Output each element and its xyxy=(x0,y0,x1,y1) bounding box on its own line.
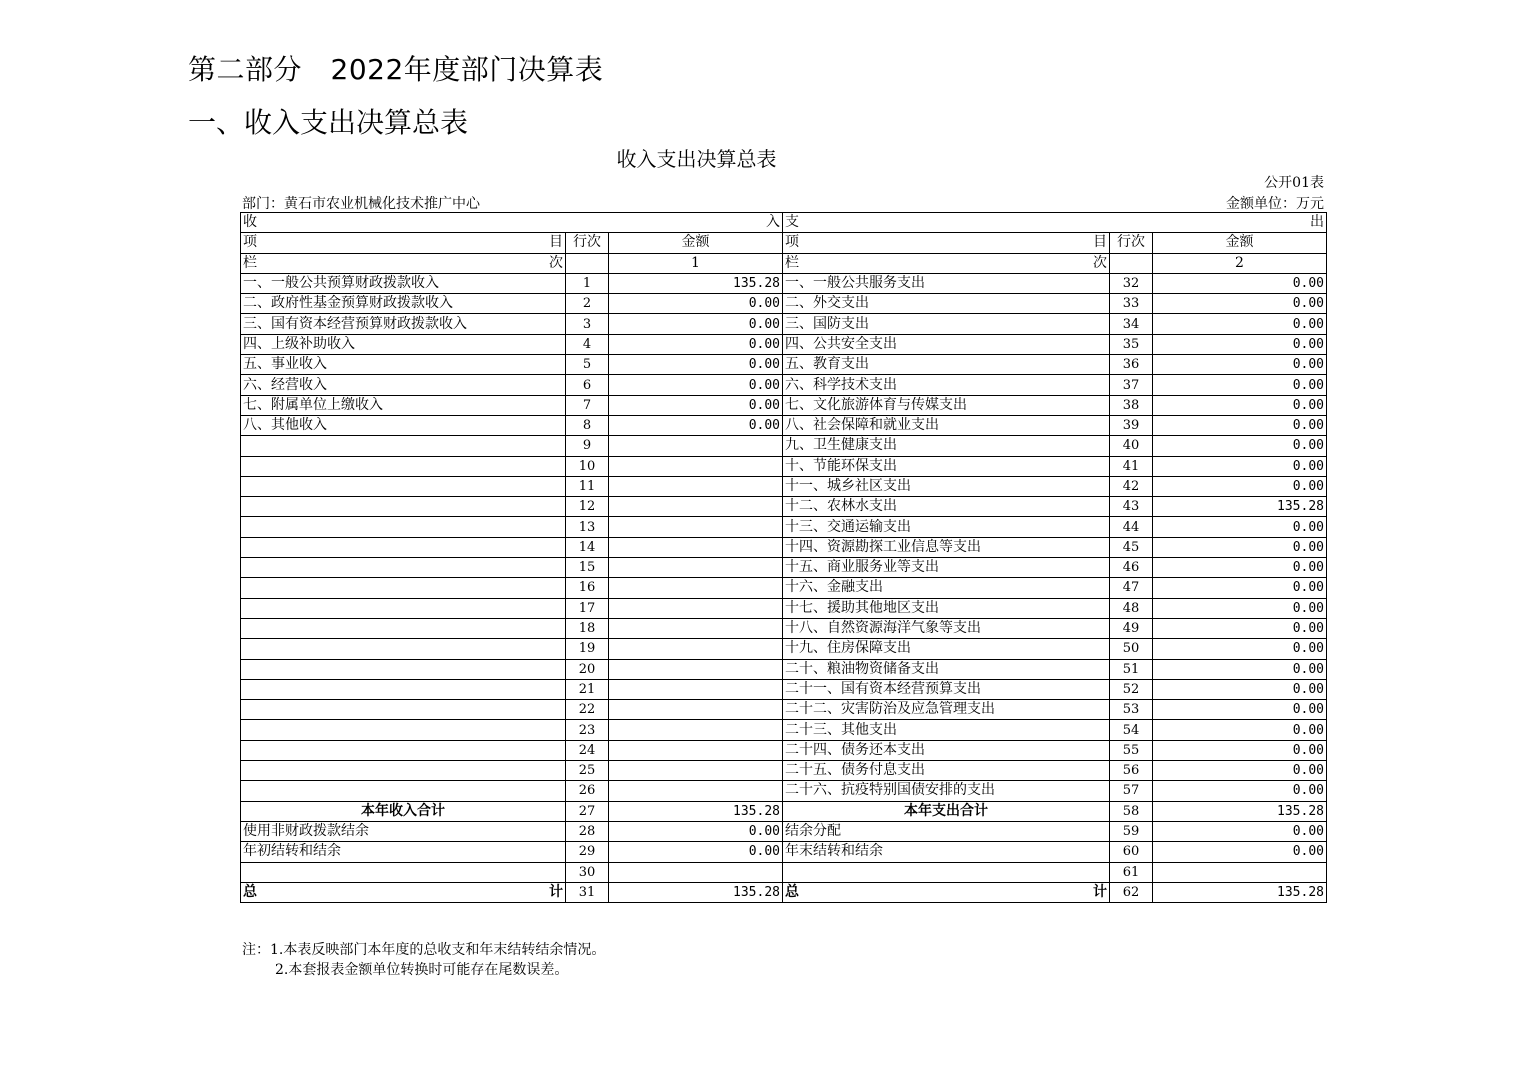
expense-item-cell: 二十六、抗疫特别国债安排的支出 xyxy=(783,781,1110,801)
income-amount-cell xyxy=(609,700,783,720)
income-item-cell xyxy=(241,761,566,781)
expense-amount-header: 金额 xyxy=(1153,233,1327,253)
section-heading: 一、收入支出决算总表 xyxy=(188,106,469,139)
table-row xyxy=(241,618,1327,638)
expense-amount-cell: 0.00 xyxy=(1153,415,1327,435)
expense-amount-cell: 0.00 xyxy=(1153,639,1327,659)
income-rowno-cell: 5 xyxy=(566,355,609,375)
expense-col-index: 2 xyxy=(1153,253,1327,273)
header-row-columns xyxy=(241,233,1327,253)
expense-item-cell: 七、文化旅游体育与传媒支出 xyxy=(783,395,1110,415)
income-amount-cell xyxy=(609,578,783,598)
income-col-index: 1 xyxy=(609,253,783,273)
income-rowno-cell: 17 xyxy=(566,598,609,618)
table-row xyxy=(241,517,1327,537)
expense-item-cell: 十三、交通运输支出 xyxy=(783,517,1110,537)
expense-item-cell: 十四、资源勘探工业信息等支出 xyxy=(783,537,1110,557)
expense-item-cell: 二十一、国有资本经营预算支出 xyxy=(783,679,1110,699)
expense-item-cell: 结余分配 xyxy=(783,821,1110,841)
income-amount-cell xyxy=(609,436,783,456)
table-notes xyxy=(242,940,605,980)
department-label: 部门：黄石市农业机械化技术推广中心 xyxy=(242,196,480,212)
income-item-cell: 三、国有资本经营预算财政拨款收入 xyxy=(241,314,566,334)
income-amount-cell: 0.00 xyxy=(609,314,783,334)
expense-col-label: 栏 次 xyxy=(783,253,1110,273)
income-rowno-cell: 20 xyxy=(566,659,609,679)
income-amount-cell xyxy=(609,476,783,496)
income-rowno-cell: 13 xyxy=(566,517,609,537)
income-item-cell: 八、其他收入 xyxy=(241,415,566,435)
income-rowno-cell: 9 xyxy=(566,436,609,456)
expense-rowno-cell: 53 xyxy=(1110,700,1153,720)
income-rowno-cell: 3 xyxy=(566,314,609,334)
expense-section-header: 支 出 xyxy=(783,213,1327,233)
income-amount-cell xyxy=(609,497,783,517)
income-item-cell xyxy=(241,639,566,659)
income-rowno-cell: 19 xyxy=(566,639,609,659)
table-row xyxy=(241,415,1327,435)
table-row xyxy=(241,476,1327,496)
income-rowno-cell: 2 xyxy=(566,294,609,314)
expense-amount-cell: 0.00 xyxy=(1153,517,1327,537)
expense-rowno-cell: 39 xyxy=(1110,415,1153,435)
income-rowno-cell: 27 xyxy=(566,801,609,821)
income-amount-cell xyxy=(609,456,783,476)
table-row xyxy=(241,761,1327,781)
expense-amount-cell: 0.00 xyxy=(1153,578,1327,598)
header-row-index xyxy=(241,253,1327,273)
expense-amount-cell: 0.00 xyxy=(1153,558,1327,578)
income-rowno-cell: 22 xyxy=(566,700,609,720)
expense-amount-cell: 135.28 xyxy=(1153,801,1327,821)
income-item-cell xyxy=(241,436,566,456)
income-rowno-cell: 11 xyxy=(566,476,609,496)
expense-item-cell: 二十、粮油物资储备支出 xyxy=(783,659,1110,679)
income-item-cell xyxy=(241,517,566,537)
table-row xyxy=(241,375,1327,395)
income-amount-cell xyxy=(609,720,783,740)
income-rowno-cell: 26 xyxy=(566,781,609,801)
expense-item-cell: 十六、金融支出 xyxy=(783,578,1110,598)
income-amount-cell: 0.00 xyxy=(609,415,783,435)
note-1: 注：1.本表反映部门本年度的总收支和年末结转结余情况。 xyxy=(242,942,606,958)
expense-rowno-cell: 46 xyxy=(1110,558,1153,578)
form-number: 公开01表 xyxy=(1264,175,1324,191)
income-amount-header: 金额 xyxy=(609,233,783,253)
income-total-rowno: 31 xyxy=(566,882,609,902)
income-rowno-cell: 16 xyxy=(566,578,609,598)
income-item-cell xyxy=(241,476,566,496)
table-row xyxy=(241,821,1327,841)
expense-amount-cell: 0.00 xyxy=(1153,476,1327,496)
income-amount-cell xyxy=(609,517,783,537)
income-rowno-cell: 7 xyxy=(566,395,609,415)
income-item-cell xyxy=(241,497,566,517)
income-rowno-cell: 1 xyxy=(566,273,609,293)
expense-rowno-cell: 55 xyxy=(1110,740,1153,760)
part-heading: 第二部分 2022年度部门决算表 xyxy=(188,53,604,86)
income-item-cell: 使用非财政拨款结余 xyxy=(241,821,566,841)
expense-rowno-cell: 58 xyxy=(1110,801,1153,821)
income-item-cell: 年初结转和结余 xyxy=(241,842,566,862)
table-row xyxy=(241,781,1327,801)
table-row xyxy=(241,862,1327,882)
expense-rowno-cell: 40 xyxy=(1110,436,1153,456)
expense-amount-cell: 135.28 xyxy=(1153,497,1327,517)
table-row xyxy=(241,720,1327,740)
expense-rowno-cell: 41 xyxy=(1110,456,1153,476)
income-amount-cell: 0.00 xyxy=(609,375,783,395)
income-item-cell xyxy=(241,720,566,740)
expense-rowno-cell: 38 xyxy=(1110,395,1153,415)
expense-rowno-cell: 45 xyxy=(1110,537,1153,557)
expense-amount-cell: 0.00 xyxy=(1153,456,1327,476)
income-item-cell xyxy=(241,679,566,699)
expense-rowno-cell: 50 xyxy=(1110,639,1153,659)
expense-col-blank xyxy=(1110,253,1153,273)
expense-rowno-cell: 34 xyxy=(1110,314,1153,334)
income-amount-cell xyxy=(609,659,783,679)
expense-rowno-cell: 33 xyxy=(1110,294,1153,314)
income-rowno-cell: 23 xyxy=(566,720,609,740)
table-row xyxy=(241,395,1327,415)
amount-unit-label: 金额单位：万元 xyxy=(1226,196,1324,212)
expense-rowno-cell: 36 xyxy=(1110,355,1153,375)
expense-item-cell: 三、国防支出 xyxy=(783,314,1110,334)
table-row xyxy=(241,355,1327,375)
expense-total-label: 总 计 xyxy=(783,882,1110,902)
note-2: 2.本套报表金额单位转换时可能存在尾数误差。 xyxy=(275,962,569,978)
income-rowno-cell: 15 xyxy=(566,558,609,578)
expense-item-cell: 二十五、债务付息支出 xyxy=(783,761,1110,781)
expense-rowno-cell: 47 xyxy=(1110,578,1153,598)
expense-item-cell: 九、卫生健康支出 xyxy=(783,436,1110,456)
income-total-amount: 135.28 xyxy=(609,882,783,902)
expense-item-cell: 十、节能环保支出 xyxy=(783,456,1110,476)
expense-rowno-cell: 43 xyxy=(1110,497,1153,517)
income-rowno-cell: 12 xyxy=(566,497,609,517)
expense-rowno-cell: 52 xyxy=(1110,679,1153,699)
header-row-section xyxy=(241,213,1327,233)
expense-item-cell: 六、科学技术支出 xyxy=(783,375,1110,395)
expense-total-rowno: 62 xyxy=(1110,882,1153,902)
expense-rowno-cell: 56 xyxy=(1110,761,1153,781)
expense-amount-cell: 0.00 xyxy=(1153,375,1327,395)
expense-item-cell: 二、外交支出 xyxy=(783,294,1110,314)
table-row xyxy=(241,314,1327,334)
expense-item-cell: 二十四、债务还本支出 xyxy=(783,740,1110,760)
income-item-cell xyxy=(241,558,566,578)
expense-item-cell xyxy=(783,862,1110,882)
income-item-cell xyxy=(241,659,566,679)
expense-rowno-cell: 48 xyxy=(1110,598,1153,618)
expense-amount-cell: 0.00 xyxy=(1153,821,1327,841)
expense-amount-cell: 0.00 xyxy=(1153,618,1327,638)
income-rowno-cell: 6 xyxy=(566,375,609,395)
income-amount-cell xyxy=(609,679,783,699)
table-row xyxy=(241,578,1327,598)
income-rowno-cell: 8 xyxy=(566,415,609,435)
income-amount-cell xyxy=(609,740,783,760)
table-row xyxy=(241,801,1327,821)
income-item-cell: 七、附属单位上缴收入 xyxy=(241,395,566,415)
income-rowno-cell: 30 xyxy=(566,862,609,882)
income-rowno-cell: 25 xyxy=(566,761,609,781)
expense-rowno-cell: 35 xyxy=(1110,334,1153,354)
expense-item-cell: 四、公共安全支出 xyxy=(783,334,1110,354)
expense-total-amount: 135.28 xyxy=(1153,882,1327,902)
income-amount-cell: 0.00 xyxy=(609,821,783,841)
income-amount-cell: 135.28 xyxy=(609,801,783,821)
table-row xyxy=(241,334,1327,354)
expense-amount-cell: 0.00 xyxy=(1153,679,1327,699)
expense-amount-cell: 0.00 xyxy=(1153,598,1327,618)
expense-amount-cell: 0.00 xyxy=(1153,355,1327,375)
income-amount-cell xyxy=(609,761,783,781)
income-amount-cell xyxy=(609,862,783,882)
table-title: 收入支出决算总表 xyxy=(616,147,777,171)
income-item-cell: 二、政府性基金预算财政拨款收入 xyxy=(241,294,566,314)
income-item-cell xyxy=(241,578,566,598)
expense-amount-cell: 0.00 xyxy=(1153,314,1327,334)
income-section-header: 收 入 xyxy=(241,213,783,233)
income-rowno-cell: 14 xyxy=(566,537,609,557)
income-item-header: 项 目 xyxy=(241,233,566,253)
expense-rowno-cell: 57 xyxy=(1110,781,1153,801)
expense-amount-cell: 0.00 xyxy=(1153,740,1327,760)
income-rowno-cell: 18 xyxy=(566,618,609,638)
expense-item-cell: 十九、住房保障支出 xyxy=(783,639,1110,659)
income-col-blank xyxy=(566,253,609,273)
table-row xyxy=(241,700,1327,720)
income-item-cell: 本年收入合计 xyxy=(241,801,566,821)
income-item-cell: 四、上级补助收入 xyxy=(241,334,566,354)
expense-amount-cell: 0.00 xyxy=(1153,273,1327,293)
expense-rowno-cell: 49 xyxy=(1110,618,1153,638)
expense-item-cell: 八、社会保障和就业支出 xyxy=(783,415,1110,435)
expense-rowno-cell: 37 xyxy=(1110,375,1153,395)
total-row xyxy=(241,882,1327,902)
income-rowno-cell: 10 xyxy=(566,456,609,476)
table-row xyxy=(241,558,1327,578)
expense-rowno-cell: 54 xyxy=(1110,720,1153,740)
table-row xyxy=(241,537,1327,557)
expense-amount-cell: 0.00 xyxy=(1153,334,1327,354)
expense-amount-cell: 0.00 xyxy=(1153,395,1327,415)
table-row xyxy=(241,598,1327,618)
table-row xyxy=(241,842,1327,862)
income-rowno-cell: 21 xyxy=(566,679,609,699)
expense-item-cell: 十五、商业服务业等支出 xyxy=(783,558,1110,578)
income-item-cell xyxy=(241,740,566,760)
expense-item-cell: 十七、援助其他地区支出 xyxy=(783,598,1110,618)
expense-item-cell: 二十三、其他支出 xyxy=(783,720,1110,740)
income-col-label: 栏 次 xyxy=(241,253,566,273)
expense-rowno-cell: 32 xyxy=(1110,273,1153,293)
income-expense-table xyxy=(240,212,1327,903)
table-row xyxy=(241,659,1327,679)
expense-amount-cell: 0.00 xyxy=(1153,720,1327,740)
table-row xyxy=(241,497,1327,517)
income-item-cell: 六、经营收入 xyxy=(241,375,566,395)
expense-item-cell: 一、一般公共服务支出 xyxy=(783,273,1110,293)
expense-rowno-cell: 59 xyxy=(1110,821,1153,841)
income-amount-cell: 135.28 xyxy=(609,273,783,293)
expense-item-header: 项 目 xyxy=(783,233,1110,253)
expense-rowno-cell: 51 xyxy=(1110,659,1153,679)
expense-item-cell: 五、教育支出 xyxy=(783,355,1110,375)
income-rowno-cell: 28 xyxy=(566,821,609,841)
expense-item-cell: 二十二、灾害防治及应急管理支出 xyxy=(783,700,1110,720)
expense-item-cell: 十二、农林水支出 xyxy=(783,497,1110,517)
expense-amount-cell: 0.00 xyxy=(1153,761,1327,781)
income-item-cell: 一、一般公共预算财政拨款收入 xyxy=(241,273,566,293)
income-amount-cell: 0.00 xyxy=(609,294,783,314)
expense-amount-cell: 0.00 xyxy=(1153,659,1327,679)
expense-rowno-cell: 42 xyxy=(1110,476,1153,496)
income-rowno-cell: 4 xyxy=(566,334,609,354)
expense-rowno-cell: 61 xyxy=(1110,862,1153,882)
income-item-cell xyxy=(241,700,566,720)
income-amount-cell xyxy=(609,558,783,578)
expense-item-cell: 年末结转和结余 xyxy=(783,842,1110,862)
income-item-cell xyxy=(241,537,566,557)
expense-rowno-cell: 44 xyxy=(1110,517,1153,537)
table-row xyxy=(241,436,1327,456)
income-amount-cell xyxy=(609,781,783,801)
expense-amount-cell: 0.00 xyxy=(1153,842,1327,862)
expense-amount-cell: 0.00 xyxy=(1153,294,1327,314)
table-row xyxy=(241,273,1327,293)
expense-rowno-header: 行次 xyxy=(1110,233,1153,253)
income-item-cell xyxy=(241,598,566,618)
income-amount-cell: 0.00 xyxy=(609,395,783,415)
expense-amount-cell: 0.00 xyxy=(1153,700,1327,720)
income-item-cell xyxy=(241,862,566,882)
income-item-cell xyxy=(241,781,566,801)
table-row xyxy=(241,679,1327,699)
income-amount-cell xyxy=(609,537,783,557)
income-item-cell xyxy=(241,456,566,476)
expense-amount-cell: 0.00 xyxy=(1153,537,1327,557)
income-amount-cell xyxy=(609,598,783,618)
income-item-cell xyxy=(241,618,566,638)
expense-item-cell: 十八、自然资源海洋气象等支出 xyxy=(783,618,1110,638)
expense-item-cell: 本年支出合计 xyxy=(783,801,1110,821)
expense-amount-cell: 0.00 xyxy=(1153,781,1327,801)
income-amount-cell xyxy=(609,618,783,638)
income-amount-cell: 0.00 xyxy=(609,355,783,375)
income-item-cell: 五、事业收入 xyxy=(241,355,566,375)
income-rowno-cell: 24 xyxy=(566,740,609,760)
income-rowno-cell: 29 xyxy=(566,842,609,862)
income-rowno-header: 行次 xyxy=(566,233,609,253)
expense-amount-cell: 0.00 xyxy=(1153,436,1327,456)
expense-rowno-cell: 60 xyxy=(1110,842,1153,862)
income-total-label: 总 计 xyxy=(241,882,566,902)
table-row xyxy=(241,740,1327,760)
table-row xyxy=(241,294,1327,314)
income-amount-cell: 0.00 xyxy=(609,334,783,354)
expense-amount-cell xyxy=(1153,862,1327,882)
income-amount-cell xyxy=(609,639,783,659)
expense-item-cell: 十一、城乡社区支出 xyxy=(783,476,1110,496)
income-amount-cell: 0.00 xyxy=(609,842,783,862)
table-row xyxy=(241,639,1327,659)
table-row xyxy=(241,456,1327,476)
